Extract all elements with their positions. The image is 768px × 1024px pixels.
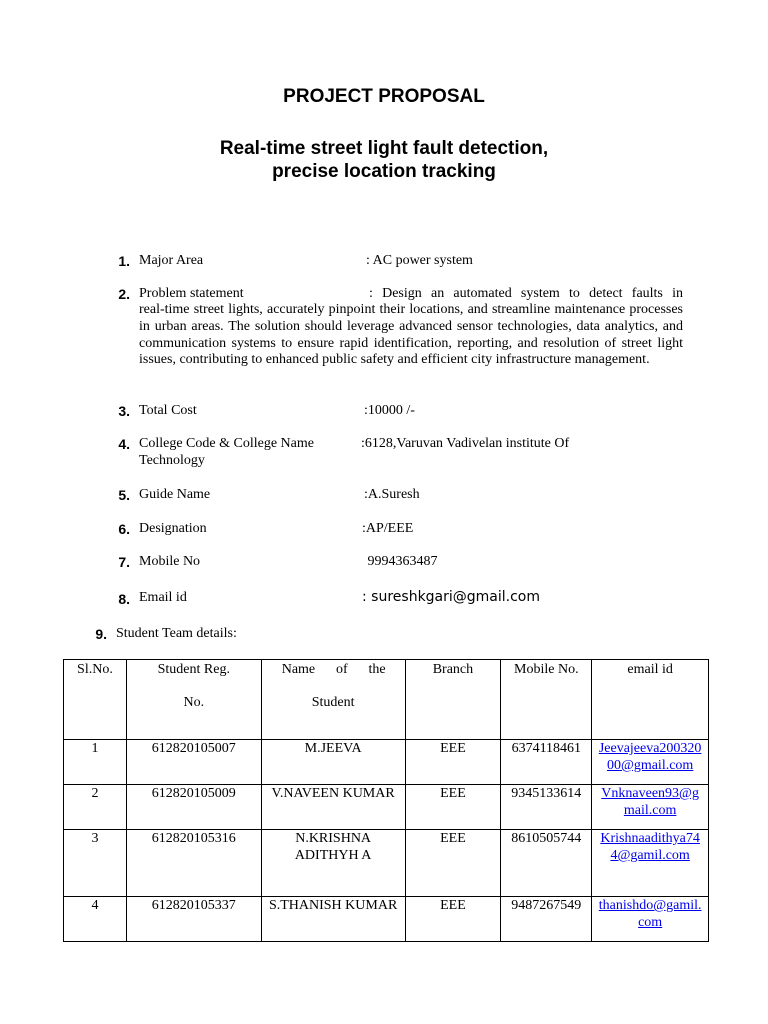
email-link-line[interactable]: thanishdo@gamil. [598, 898, 702, 913]
cell-email [592, 830, 709, 897]
cell-mobile: 9345133614 [501, 785, 592, 830]
header-student-name [261, 660, 405, 740]
table-row [64, 897, 709, 942]
cell-branch: EEE [405, 830, 501, 897]
header-slno: Sl.No. [64, 660, 127, 740]
item-value-college: :6128,Varuvan Vadivelan institute Of [361, 436, 570, 451]
item-label-guide-name: Guide Name [139, 487, 211, 502]
item-value-total-cost: :10000 /- [364, 403, 415, 418]
table-row [64, 785, 709, 830]
email-link-line[interactable]: 00@gmail.com [606, 758, 694, 773]
item-number: 5. [118, 487, 130, 503]
item-value-designation: :AP/EEE [362, 521, 414, 536]
cell-mobile: 8610505744 [501, 830, 592, 897]
student-name-line: M.JEEVA [304, 741, 362, 756]
email-link-line[interactable]: mail.com [623, 803, 677, 818]
cell-email [592, 897, 709, 942]
cell-branch: EEE [405, 740, 501, 785]
header-reg-line-1: Student Reg. [157, 662, 230, 677]
item-number: 3. [118, 403, 130, 419]
student-team-table [63, 659, 709, 942]
item-label-problem-statement: Problem statement [139, 286, 244, 301]
email-link[interactable] [592, 830, 708, 864]
header-branch: Branch [405, 660, 501, 740]
item-value-college-continuation: Technology [139, 453, 205, 468]
document-title: PROJECT PROPOSAL [283, 86, 485, 107]
cell-mobile: 6374118461 [501, 740, 592, 785]
cell-branch: EEE [405, 897, 501, 942]
table-row [64, 830, 709, 897]
cell-student-name [261, 830, 405, 897]
item-value-email-id: : sureshkgari@gmail.com [362, 589, 541, 605]
table-row [64, 740, 709, 785]
email-link[interactable] [592, 740, 708, 774]
item-number: 2. [118, 286, 130, 302]
cell-slno: 4 [64, 897, 127, 942]
cell-branch: EEE [405, 785, 501, 830]
cell-reg-no: 612820105009 [126, 785, 261, 830]
item-label-email-id: Email id [139, 590, 187, 605]
header-name-word: of [335, 662, 348, 677]
header-name-word: Name [281, 662, 316, 677]
header-email: email id [592, 660, 709, 740]
email-link-line[interactable]: Vnknaveen93@g [601, 786, 699, 801]
cell-email [592, 785, 709, 830]
header-name-word: the [368, 662, 386, 677]
problem-statement-paragraph: real-time street lights, accurately pinpoint their locations, and streamline maintenance processes in urban areas. The solution should leverage advanced sensor technologies, data analytics, and communication systems to ensure rapid identification, reporting, and resolution of street light issues, contributing to enhanced public safety and efficient city infrastructure management. [139, 302, 683, 368]
header-reg-no [126, 660, 261, 740]
item-value-guide-name: :A.Suresh [364, 487, 420, 502]
email-link-line[interactable]: 4@gamil.com [610, 848, 690, 863]
item-label-mobile-no: Mobile No [139, 554, 201, 569]
subtitle-line-1: Real-time street light fault detection, [219, 138, 549, 159]
cell-slno: 1 [64, 740, 127, 785]
student-name-line: N.KRISHNA [295, 831, 372, 846]
item-number: 1. [118, 253, 130, 269]
cell-slno: 3 [64, 830, 127, 897]
header-mobile: Mobile No. [501, 660, 592, 740]
subtitle-line-2: precise location tracking [272, 161, 496, 182]
header-name-line-1 [262, 661, 405, 678]
email-link-line[interactable]: Jeevajeeva200320 [598, 741, 702, 756]
cell-reg-no: 612820105007 [126, 740, 261, 785]
cell-email [592, 740, 709, 785]
item-value-major-area: : AC power system [366, 253, 473, 268]
item-number: 8. [118, 591, 130, 607]
email-link[interactable] [592, 897, 708, 931]
item-value-problem-statement: : Design an automated system to detect faults in [369, 286, 683, 301]
document-subtitle [0, 137, 768, 183]
header-name-line-2: Student [311, 695, 355, 710]
item-label-college: College Code & College Name [139, 436, 314, 451]
cell-slno: 2 [64, 785, 127, 830]
cell-reg-no: 612820105316 [126, 830, 261, 897]
item-value-mobile-no: 9994363487 [364, 554, 438, 569]
header-reg-line-2: No. [183, 695, 205, 710]
cell-student-name [261, 740, 405, 785]
item-label-designation: Designation [139, 521, 207, 536]
item-label-student-team: Student Team details: [116, 626, 237, 641]
item-label-major-area: Major Area [139, 253, 204, 268]
item-number: 4. [118, 436, 130, 452]
cell-student-name [261, 785, 405, 830]
email-link-line[interactable]: com [638, 915, 663, 930]
email-link-line[interactable]: Krishnaadithya74 [600, 831, 700, 846]
student-name-line: V.NAVEEN KUMAR [271, 786, 395, 801]
cell-reg-no: 612820105337 [126, 897, 261, 942]
email-link[interactable] [592, 785, 708, 819]
student-name-line: S.THANISH KUMAR [268, 898, 398, 913]
cell-mobile: 9487267549 [501, 897, 592, 942]
table-header-row [64, 660, 709, 740]
item-number: 7. [118, 554, 130, 570]
item-label-total-cost: Total Cost [139, 403, 197, 418]
cell-student-name [261, 897, 405, 942]
item-number: 9. [95, 626, 107, 642]
item-number: 6. [118, 521, 130, 537]
student-name-line: ADITHYH A [294, 848, 372, 863]
